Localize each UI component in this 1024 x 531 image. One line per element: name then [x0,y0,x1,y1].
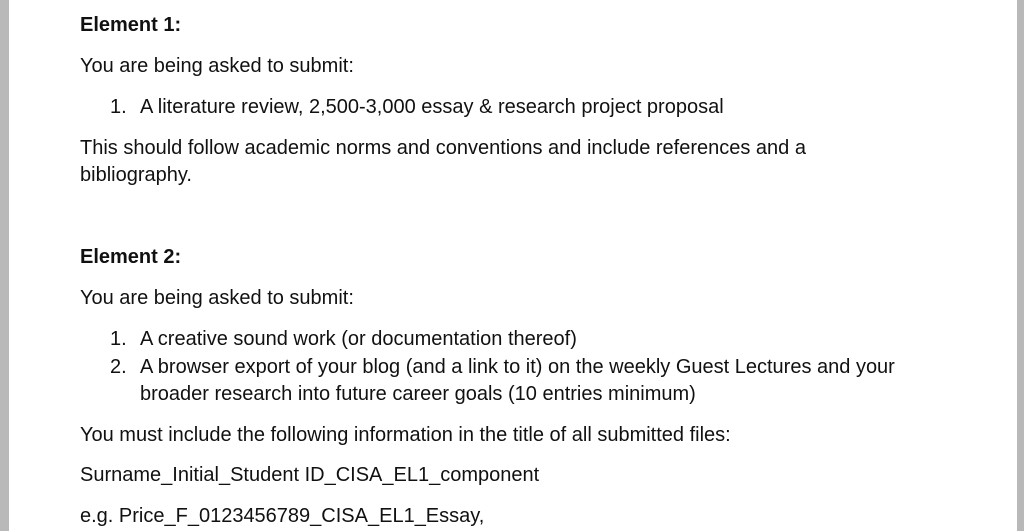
list-number: 2. [110,356,127,378]
list-number: 1. [110,328,127,350]
naming-example: e.g. Price_F_0123456789_CISA_EL1_Essay, [80,505,485,527]
element-1-intro: You are being asked to submit: [80,55,354,77]
element-2-list-item [110,354,930,408]
element-2-list-item [110,326,930,353]
element-2-heading: Element 2: [80,246,182,268]
document-page [9,0,1017,531]
element-1-note: This should follow academic norms and conventions and include references and a bibliography. [80,137,806,186]
element-1-list-item [110,94,930,121]
list-text: A literature review, 2,500-3,000 essay & research project proposal [140,96,724,118]
naming-format: Surname_Initial_Student ID_CISA_EL1_component [80,464,540,486]
list-text: A creative sound work (or documentation thereof) [140,328,577,350]
list-number: 1. [110,96,127,118]
list-text: A browser export of your blog (and a link to it) on the weekly Guest Lectures and your broader research into future career goals (10 entries minimum) [140,356,895,405]
element-1-heading: Element 1: [80,14,182,36]
element-2-intro: You are being asked to submit: [80,287,354,309]
naming-instruction: You must include the following information in the title of all submitted files: [80,424,731,446]
